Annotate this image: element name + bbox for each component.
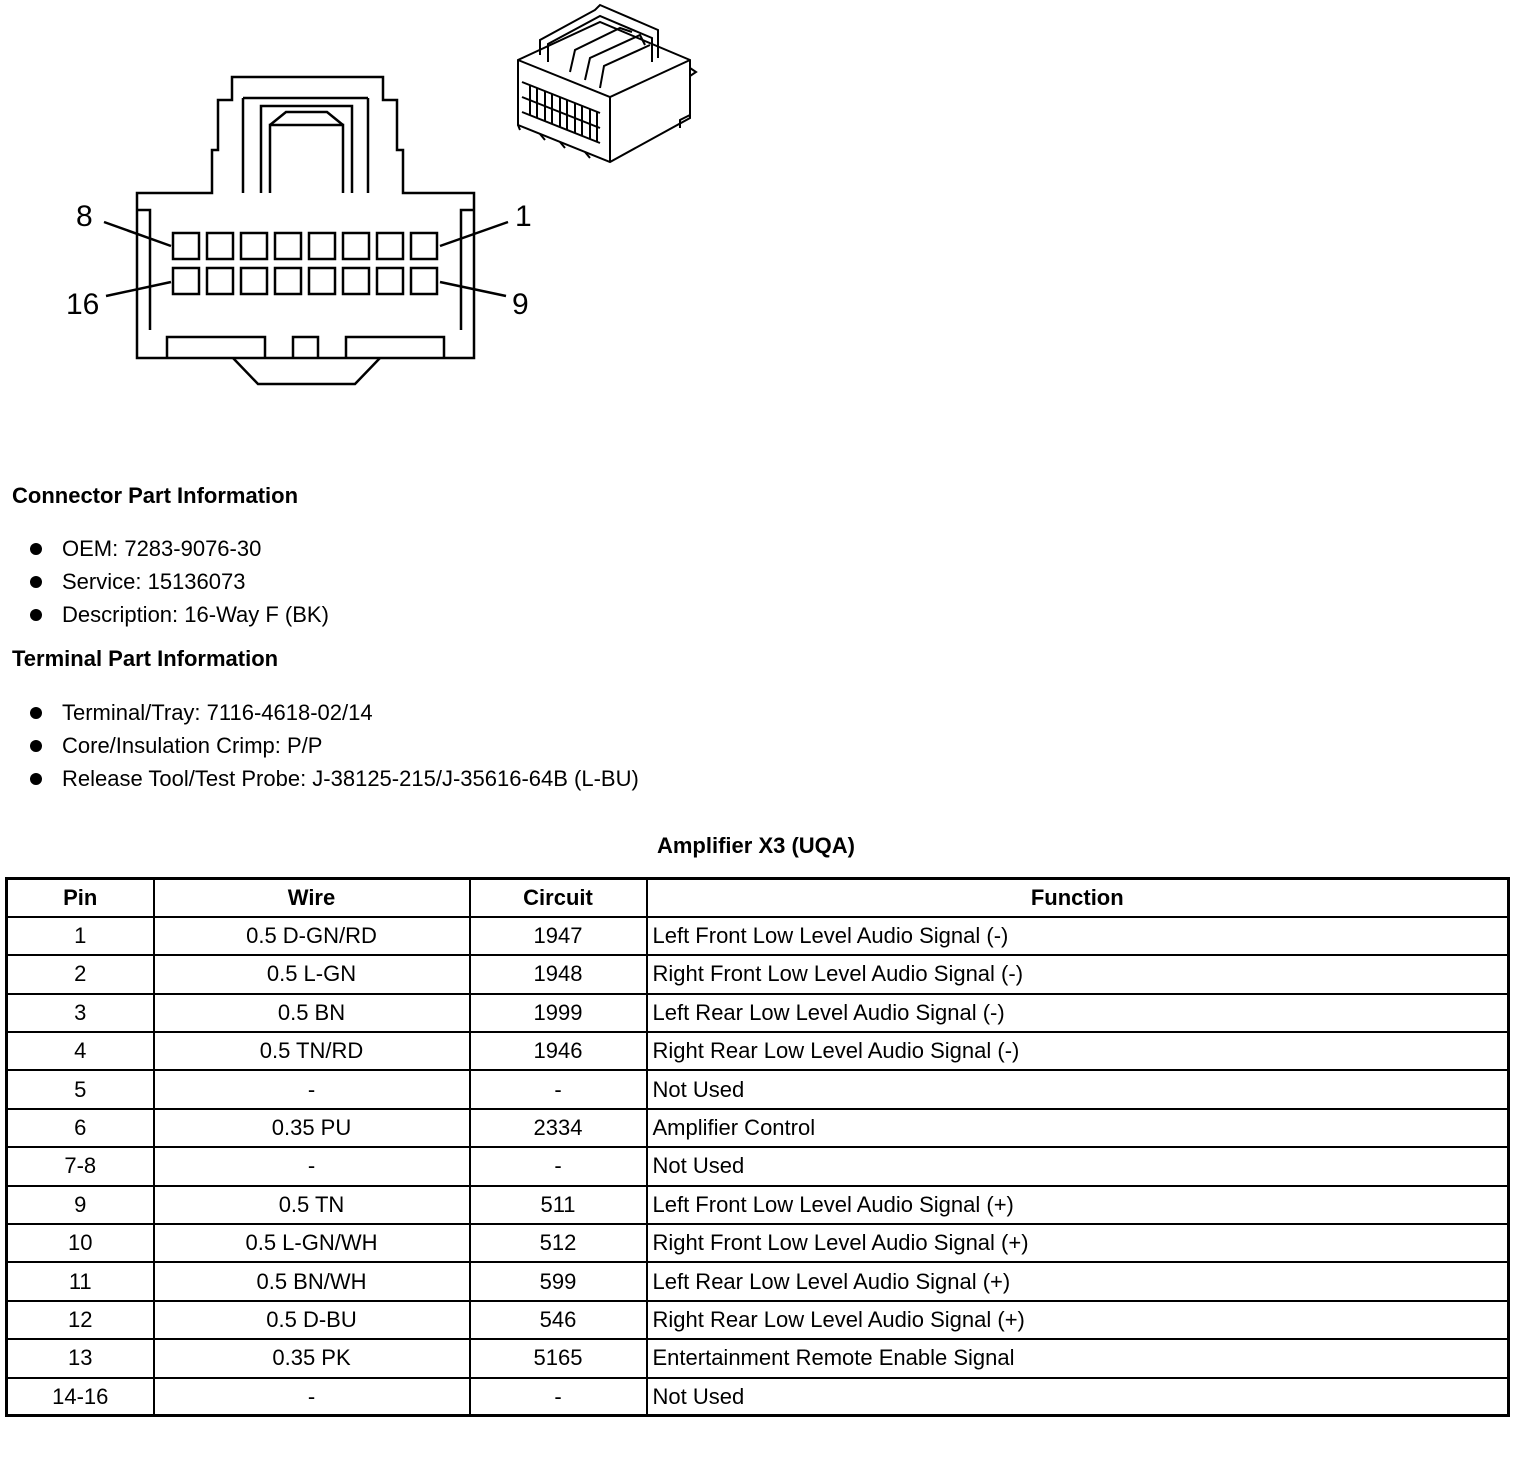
cell-wire: 0.5 L-GN bbox=[154, 955, 470, 993]
col-header-function: Function bbox=[647, 879, 1509, 917]
cell-circuit: - bbox=[470, 1147, 647, 1185]
col-header-wire: Wire bbox=[154, 879, 470, 917]
cell-circuit: - bbox=[470, 1378, 647, 1416]
cell-pin: 9 bbox=[7, 1186, 154, 1224]
cell-function: Amplifier Control bbox=[647, 1109, 1509, 1147]
list-item: Terminal/Tray: 7116-4618-02/14 bbox=[30, 696, 639, 729]
list-item: OEM: 7283-9076-30 bbox=[30, 532, 329, 565]
table-row bbox=[7, 994, 1509, 1032]
cell-pin: 4 bbox=[7, 1032, 154, 1070]
pin-label-8: 8 bbox=[76, 200, 93, 233]
cell-function: Left Rear Low Level Audio Signal (+) bbox=[647, 1262, 1509, 1300]
cell-function: Not Used bbox=[647, 1070, 1509, 1108]
cell-circuit: 512 bbox=[470, 1224, 647, 1262]
cell-wire: - bbox=[154, 1378, 470, 1416]
bullet-icon bbox=[30, 773, 42, 785]
cell-wire: - bbox=[154, 1147, 470, 1185]
cell-circuit: 511 bbox=[470, 1186, 647, 1224]
cell-pin: 2 bbox=[7, 955, 154, 993]
table-row bbox=[7, 1186, 1509, 1224]
connector-face-outline bbox=[137, 77, 474, 358]
cell-function: Left Rear Low Level Audio Signal (-) bbox=[647, 994, 1509, 1032]
cell-pin: 13 bbox=[7, 1339, 154, 1377]
connector-isometric-icon bbox=[518, 5, 696, 162]
bullet-icon bbox=[30, 740, 42, 752]
bullet-icon bbox=[30, 576, 42, 588]
cell-circuit: 546 bbox=[470, 1301, 647, 1339]
col-header-circuit: Circuit bbox=[470, 879, 647, 917]
cell-circuit: 599 bbox=[470, 1262, 647, 1300]
pin-label-16: 16 bbox=[66, 288, 100, 321]
bullet-icon bbox=[30, 609, 42, 621]
bullet-icon bbox=[30, 707, 42, 719]
table-row bbox=[7, 1109, 1509, 1147]
cell-circuit: 1948 bbox=[470, 955, 647, 993]
terminal-info-heading: Terminal Part Information bbox=[12, 646, 279, 671]
table-row bbox=[7, 1224, 1509, 1262]
table-row bbox=[7, 1378, 1509, 1416]
cell-wire: 0.35 PK bbox=[154, 1339, 470, 1377]
cell-pin: 11 bbox=[7, 1262, 154, 1300]
list-item: Description: 16-Way F (BK) bbox=[30, 598, 329, 631]
table-row bbox=[7, 1339, 1509, 1377]
cell-pin: 5 bbox=[7, 1070, 154, 1108]
connector-diagram bbox=[0, 0, 760, 410]
cell-pin: 3 bbox=[7, 994, 154, 1032]
cell-circuit: 1946 bbox=[470, 1032, 647, 1070]
list-item: Service: 15136073 bbox=[30, 565, 329, 598]
cell-pin: 7-8 bbox=[7, 1147, 154, 1185]
cell-circuit: - bbox=[470, 1070, 647, 1108]
cell-pin: 10 bbox=[7, 1224, 154, 1262]
table-row bbox=[7, 1301, 1509, 1339]
cell-circuit: 1999 bbox=[470, 994, 647, 1032]
cell-circuit: 1947 bbox=[470, 917, 647, 955]
list-item: Core/Insulation Crimp: P/P bbox=[30, 729, 639, 762]
cell-function: Left Front Low Level Audio Signal (+) bbox=[647, 1186, 1509, 1224]
cell-pin: 6 bbox=[7, 1109, 154, 1147]
pinout-table bbox=[5, 877, 1510, 1417]
cell-wire: 0.35 PU bbox=[154, 1109, 470, 1147]
connector-info-list bbox=[30, 532, 329, 631]
pin-label-9: 9 bbox=[512, 288, 529, 321]
table-row bbox=[7, 1147, 1509, 1185]
table-title: Amplifier X3 (UQA) bbox=[656, 833, 856, 858]
cell-wire: 0.5 D-GN/RD bbox=[154, 917, 470, 955]
cell-function: Not Used bbox=[647, 1147, 1509, 1185]
connector-bottom-key bbox=[167, 337, 444, 358]
table-row bbox=[7, 917, 1509, 955]
cell-pin: 12 bbox=[7, 1301, 154, 1339]
cell-wire: 0.5 L-GN/WH bbox=[154, 1224, 470, 1262]
cell-function: Right Front Low Level Audio Signal (-) bbox=[647, 955, 1509, 993]
cell-function: Left Front Low Level Audio Signal (-) bbox=[647, 917, 1509, 955]
table-row bbox=[7, 1032, 1509, 1070]
cell-wire: - bbox=[154, 1070, 470, 1108]
cell-wire: 0.5 TN bbox=[154, 1186, 470, 1224]
cell-function: Right Front Low Level Audio Signal (+) bbox=[647, 1224, 1509, 1262]
cell-function: Right Rear Low Level Audio Signal (+) bbox=[647, 1301, 1509, 1339]
cell-circuit: 2334 bbox=[470, 1109, 647, 1147]
table-row bbox=[7, 1262, 1509, 1300]
terminal-info-list bbox=[30, 696, 639, 795]
cell-wire: 0.5 D-BU bbox=[154, 1301, 470, 1339]
cell-wire: 0.5 BN bbox=[154, 994, 470, 1032]
pin-label-1: 1 bbox=[515, 200, 532, 233]
table-header-row bbox=[7, 879, 1509, 917]
cell-pin: 14-16 bbox=[7, 1378, 154, 1416]
bullet-icon bbox=[30, 543, 42, 555]
cell-circuit: 5165 bbox=[470, 1339, 647, 1377]
col-header-pin: Pin bbox=[7, 879, 154, 917]
cell-function: Entertainment Remote Enable Signal bbox=[647, 1339, 1509, 1377]
cell-wire: 0.5 TN/RD bbox=[154, 1032, 470, 1070]
cell-function: Not Used bbox=[647, 1378, 1509, 1416]
connector-info-heading: Connector Part Information bbox=[12, 483, 299, 508]
cell-pin: 1 bbox=[7, 917, 154, 955]
table-row bbox=[7, 955, 1509, 993]
cell-wire: 0.5 BN/WH bbox=[154, 1262, 470, 1300]
list-item: Release Tool/Test Probe: J-38125-215/J-35616-64B (L-BU) bbox=[30, 762, 639, 795]
table-row bbox=[7, 1070, 1509, 1108]
cell-function: Right Rear Low Level Audio Signal (-) bbox=[647, 1032, 1509, 1070]
